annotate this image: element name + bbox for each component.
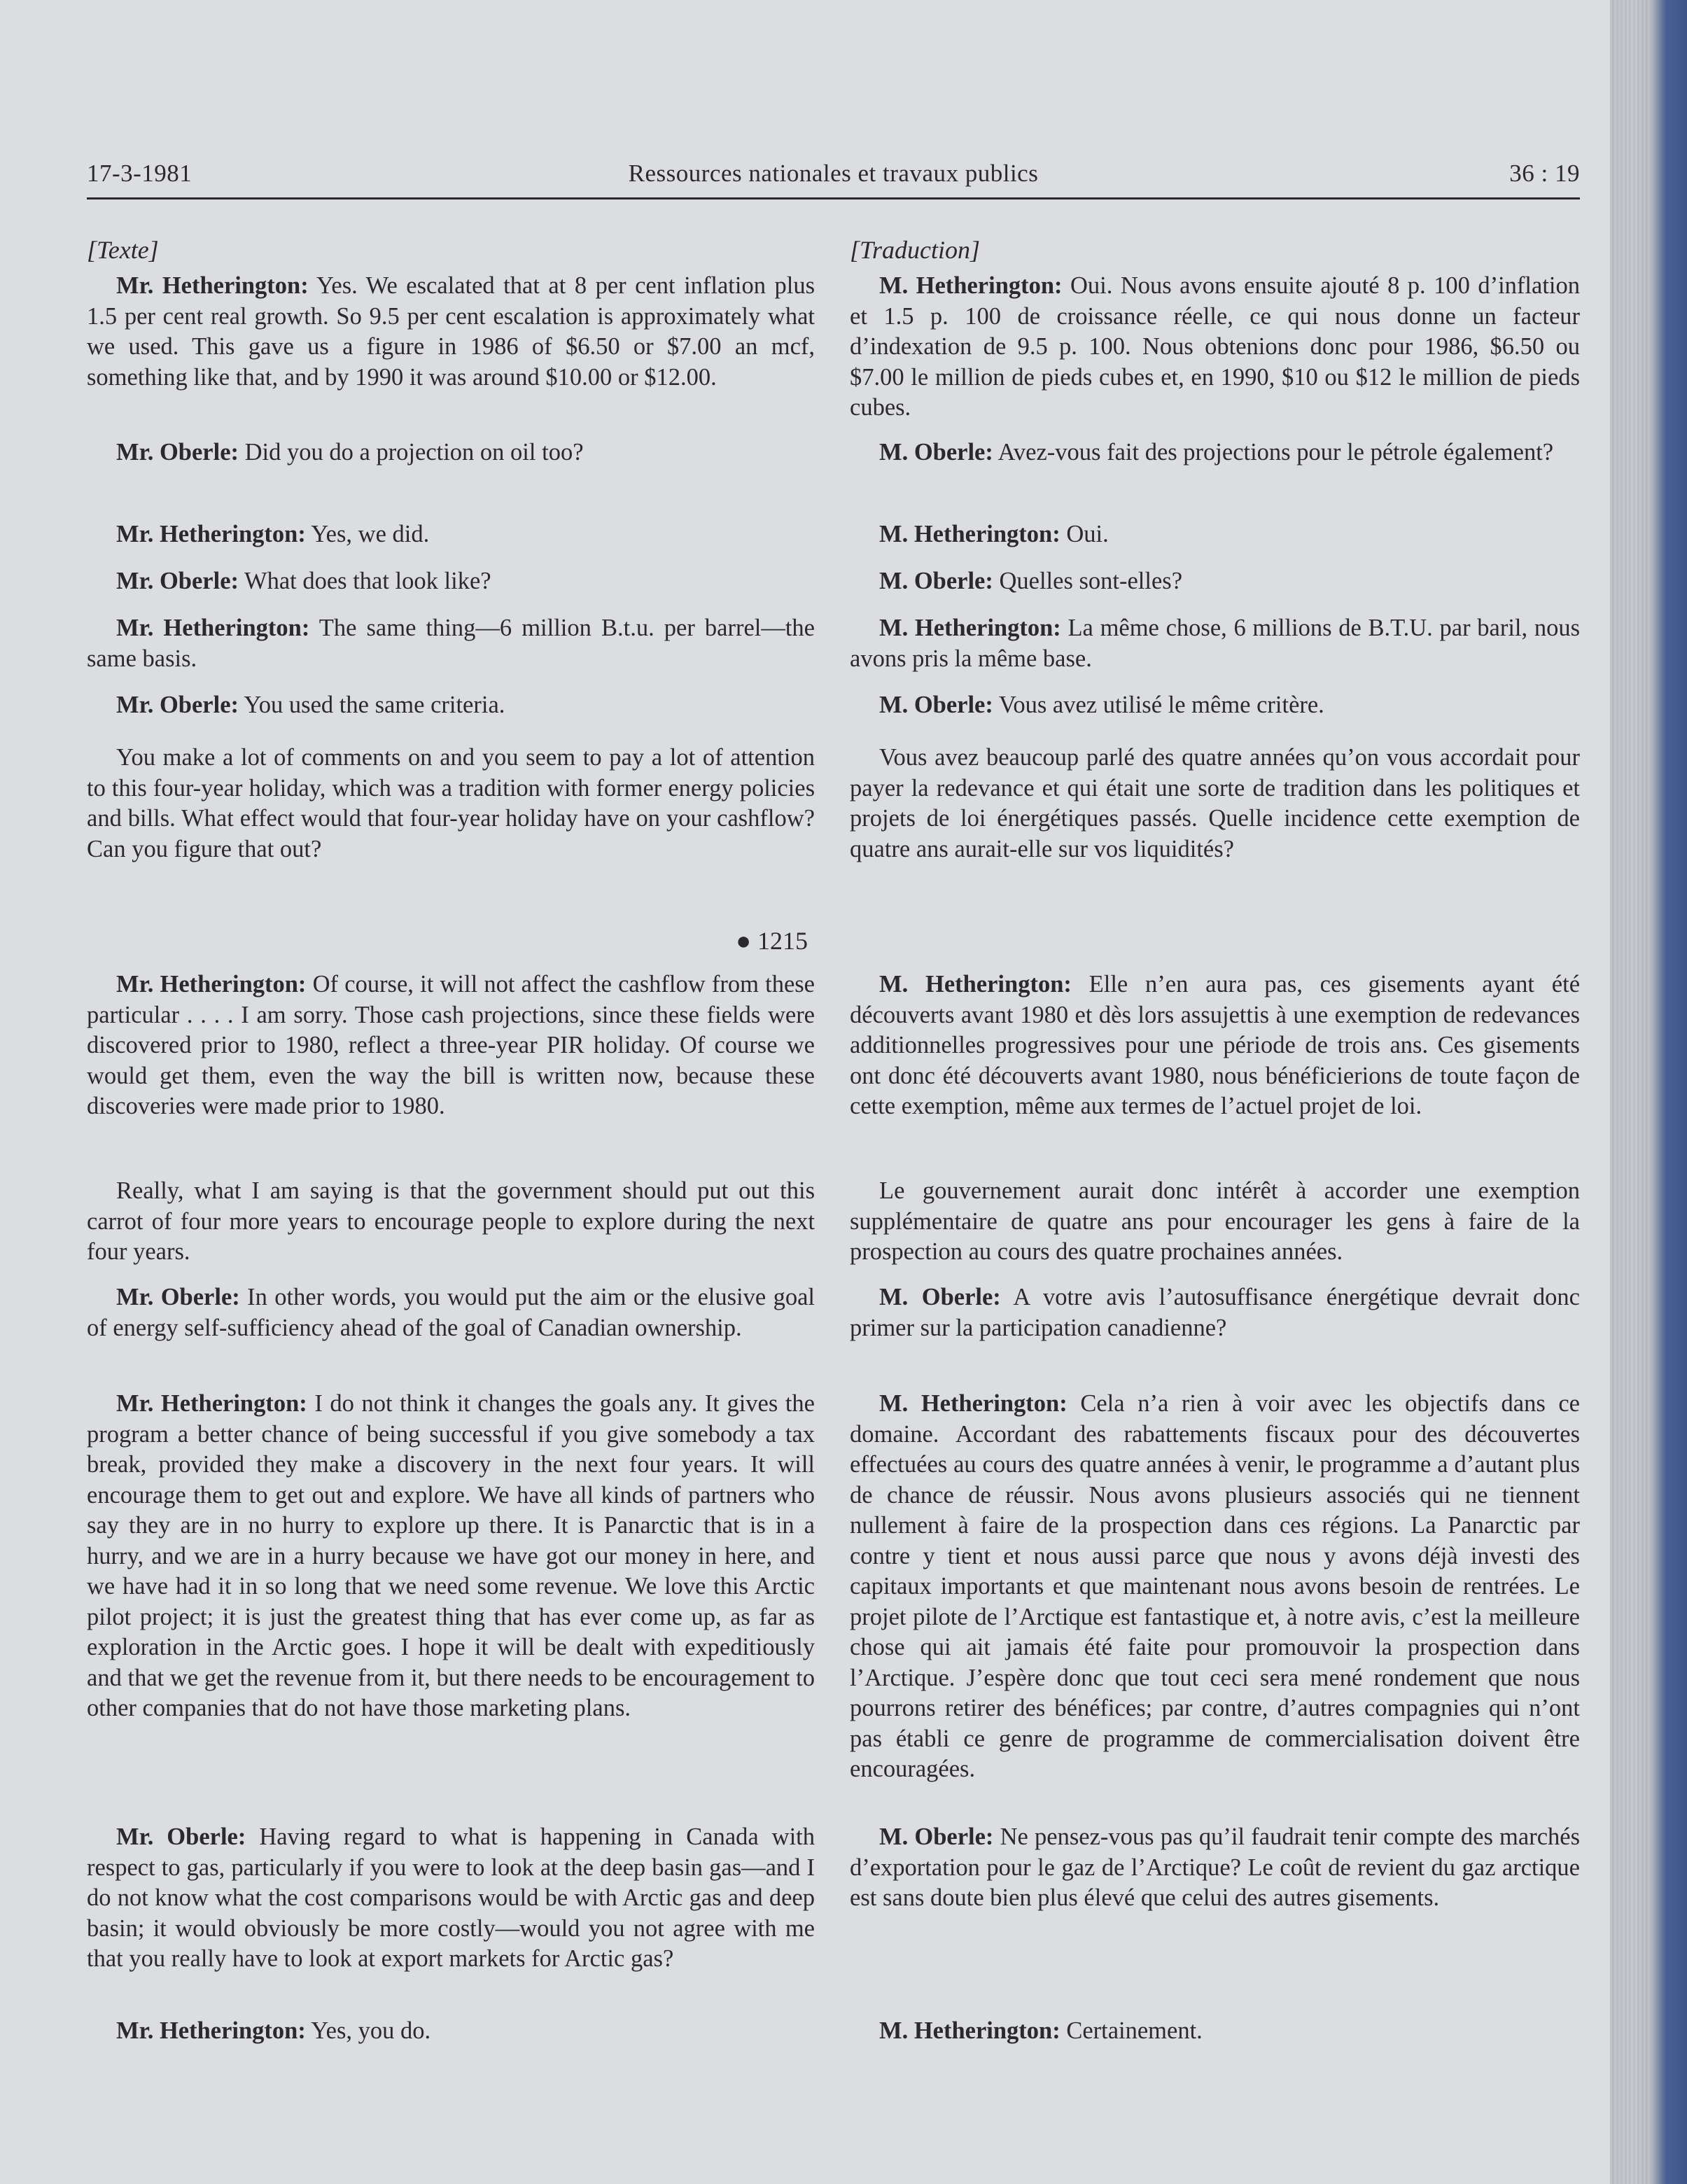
speech-paragraph: Really, what I am saying is that the government should put out this carrot of four more years to encourage people to explore during the next four years. [87,1177,815,1265]
speech-paragraph: M. Hetherington: Oui. Nous avons ensuite ajouté 8 p. 100 d’inflation et 1.5 p. 100 de croissance réelle, ce qui nous donne un facteur d’indexation de 9.5 p. 100. Nous obtenions donc pour 1986, $6.50 ou $7.00 le million de pieds cubes et, en 1990, $10 ou $12 le million de pieds cubes. [850,272,1580,421]
speech-paragraph: M. Oberle: Avez-vous fait des projections pour le pétrole également? [879,439,1554,465]
speech-paragraph: M. Oberle: A votre avis l’autosuffisance énergétique devrait donc primer sur la participation canadienne? [850,1284,1580,1341]
speech-paragraph: M. Hetherington: La même chose, 6 millions de B.T.U. par baril, nous avons pris la même base. [850,615,1580,672]
speech-paragraph: M. Oberle: Vous avez utilisé le même critère. [879,692,1324,718]
column-label: [Traduction] [850,236,981,264]
speech-paragraph: Mr. Oberle: Having regard to what is happening in Canada with respect to gas, particularly if you were to look at the deep basin gas—and I do not know what the cost comparisons would be with Arctic gas and deep basin; it would obviously be more costly—would you not agree with me that you really have to look at export markets for Arctic gas? [87,1823,815,1972]
header-date: 17-3-1981 [87,160,192,187]
speech-paragraph: M. Oberle: Quelles sont-elles? [879,568,1183,594]
speech-paragraph: Mr. Hetherington: Yes, you do. [116,2017,431,2044]
speech-paragraph: Mr. Oberle: In other words, you would put the aim or the elusive goal of energy self-sufficiency ahead of the goal of Canadian ownership. [87,1284,815,1341]
header-title: Ressources nationales et travaux publics [628,160,1039,187]
speech-paragraph: M. Oberle: Ne pensez-vous pas qu’il faudrait tenir compte des marchés d’exportation pour le gaz de l’Arctique? Le coût de revient du gaz arctique est sans doute bien plus élevé que celui des autres gisements. [850,1823,1580,1911]
speech-paragraph: Mr. Hetherington: The same thing—6 million B.t.u. per barrel—the same basis. [87,615,815,672]
speech-paragraph: Mr. Oberle: What does that look like? [116,568,491,594]
speech-paragraph: Mr. Hetherington: Yes, we did. [116,521,430,547]
page-stack-edge [1610,0,1652,2184]
speech-paragraph: M. Hetherington: Elle n’en aura pas, ces gisements ayant été découverts avant 1980 et dès lors assujettis à une exemption de redevances additionnelles progressives pour une période de trois ans. Ces gisements ont donc été découverts avant 1980, nous bénéficierions de toute façon de cette exemption, même aux termes de l’actuel projet de loi. [850,971,1581,1119]
speech-paragraph: M. Hetherington: Cela n’a rien à voir avec les objectifs dans ce domaine. Accordant des rabattements fiscaux pour des découvertes effectuées au cours des quatre années à venir, le programme a d’autant plus de chance de réussir. Nous avons plusieurs associés qui ne tiennent nullement à faire de la prospection dans ces régions. La Panarctic par contre y tient et nous aussi parce que nous y avons déjà investi des capitaux importants et que maintenant nous avons besoin de rentrées. Le projet pilote de l’Arctique est fantastique et, à notre avis, c’est la meilleure chose qui ait jamais été faite pour promouvoir la prospection dans l’Arctique. J’espère donc que tout ceci sera mené rondement que nous pourrons retirer des bénéfices; par contre, d’autres compagnies qui n’ont pas établi ce genre de programme de commercialisation doivent être encouragées. [850,1390,1580,1782]
page-header [87,155,1580,200]
speech-paragraph: You make a lot of comments on and you seem to pay a lot of attention to this four-year holiday, which was a tradition with former energy policies and bills. What effect would that four-year holiday have on your cashflow? Can you figure that out? [87,744,815,862]
speech-paragraph: M. Hetherington: Oui. [879,521,1109,547]
header-page-number: 36 : 19 [1509,160,1580,187]
speech-paragraph: Mr. Hetherington: Yes. We escalated that at 8 per cent inflation plus 1.5 per cent real growth. So 9.5 per cent escalation is approximately what we used. This gave us a figure in 1986 of $6.50 or $7.00 an mcf, something like that, and by 1990 it was around $10.00 or $12.00. [87,272,815,391]
speech-paragraph: Le gouvernement aurait donc intérêt à accorder une exemption supplémentaire de quatre ans pour encourager les gens à faire de la prospection au cours des quatre prochaines années. [850,1177,1580,1265]
speech-paragraph: Mr. Oberle: You used the same criteria. [116,692,505,718]
speech-paragraph: M. Hetherington: Certainement. [879,2017,1203,2044]
speech-paragraph: Mr. Hetherington: I do not think it changes the goals any. It gives the program a better chance of being successful if you give somebody a tax break, provided they make a discovery in the next four years. It will encourage them to get out and explore. We have all kinds of partners who say they are in no hurry to explore up there. It is Panarctic that is in a hurry, and we are in a hurry because we have got our money in here, and we have had it in so long that we need some revenue. We love this Arctic pilot project; it is just the greatest thing that has ever come up, as far as exploration in the Arctic goes. I hope it will be dealt with expeditiously and that we get the revenue from it, but there needs to be encouragement to other companies that do not have those marketing plans. [87,1390,815,1721]
speech-paragraph: Mr. Hetherington: Of course, it will not affect the cashflow from these particular . . . . I am sorry. Those cash projections, since these fields were discovered prior to 1980, reflect a three-year PIR holiday. Of course we would get them, even the way the bill is written now, because these discoveries were made prior to 1980. [87,971,815,1119]
time-marker: ● 1215 [736,927,808,955]
speech-paragraph: Vous avez beaucoup parlé des quatre années qu’on vous accordait pour payer la redevance et qui était une sorte de tradition dans les politiques et projets de loi énergétiques passés. Quelle incidence cette exemption de quatre ans aurait-elle sur vos liquidités? [850,744,1580,862]
speech-paragraph: Mr. Oberle: Did you do a projection on oil too? [116,439,584,465]
column-label: [Texte] [87,236,159,264]
